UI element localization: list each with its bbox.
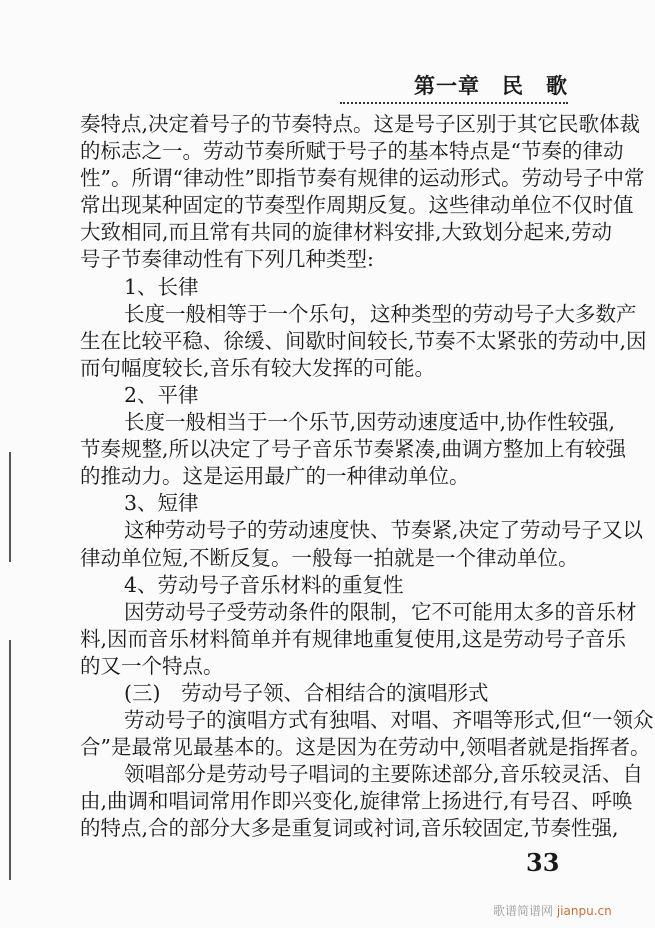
header-divider	[340, 102, 568, 104]
watermark-en: jianpu.cn	[556, 904, 612, 918]
text-line: 领唱部分是劳动号子唱词的主要陈述部分,音乐较灵活、自	[124, 762, 644, 787]
section-heading: 2、平律	[124, 382, 199, 407]
text-line: 的标志之一。劳动节奏所赋于号子的基本特点是“节奏的律动	[80, 139, 624, 164]
section-heading: 3、短律	[124, 491, 199, 516]
text-line: 生在比较平稳、徐缓、间歇时间较长,节奏不太紧张的劳动中,因	[80, 328, 647, 353]
text-line: 劳动号子的演唱方式有独唱、对唱、齐唱等形式,但“一领众	[124, 708, 654, 733]
text-line: 性”。所谓“律动性”即指节奏有规律的运动形式。劳动号子中常	[80, 166, 645, 191]
section-heading: (三) 劳动号子领、合相结合的演唱形式	[124, 680, 489, 705]
text-line: 律动单位短,不断反复。一般每一拍就是一个律动单位。	[80, 545, 579, 570]
section-heading: 1、长律	[124, 274, 199, 299]
text-line: 的又一个特点。	[80, 653, 224, 678]
text-line: 的推动力。这是运用最广的一种律动单位。	[80, 464, 470, 489]
chapter-header: 第一章 民 歌	[414, 73, 568, 98]
text-line: 由,曲调和唱词常用作即兴变化,旋律常上扬进行,有号召、呼唤	[80, 789, 633, 814]
text-line: 料,因而音乐材料简单并有规律地重复使用,这是劳动号子音乐	[80, 626, 627, 651]
text-line: 而句幅度较长,音乐有较大发挥的可能。	[80, 355, 436, 380]
text-line: 奏特点,决定着号子的节奏特点。这是号子区别于其它民歌体裁	[80, 112, 641, 136]
scan-edge-mark	[9, 640, 11, 880]
page-number: 33	[526, 848, 560, 877]
section-heading: 4、劳动号子音乐材料的重复性	[124, 572, 404, 597]
text-line: 合”是最常见最基本的。这是因为在劳动中,领唱者就是指挥者。	[80, 735, 651, 760]
text-line: 的特点,合的部分大多是重复词或衬词,音乐较固定,节奏性强,	[80, 816, 619, 841]
text-line: 节奏规整,所以决定了号子音乐节奏紧凑,曲调方整加上有较强	[80, 437, 627, 462]
text-line: 长度一般相当于一个乐节,因劳动速度适中,协作性较强,	[124, 410, 616, 435]
watermark	[493, 902, 612, 919]
text-line: 大致相同,而且常有共同的旋律材料安排,大致划分起来,劳动	[80, 220, 613, 245]
text-line: 常出现某种固定的节奏型作周期反复。这些律动单位不仅时值	[80, 193, 634, 218]
text-line: 因劳动号子受劳动条件的限制，它不可能用太多的音乐材	[124, 599, 637, 624]
scan-edge-mark	[9, 452, 11, 562]
body-text	[80, 111, 654, 843]
text-line: 这种劳动号子的劳动速度快、节奏紧,决定了劳动号子又以	[124, 518, 644, 543]
text-line: 号子节奏律动性有下列几种类型:	[80, 247, 374, 272]
text-line: 长度一般相等于一个乐句，这种类型的劳动号子大多数产	[124, 301, 637, 326]
watermark-cn: 歌谱简谱网	[493, 904, 554, 918]
